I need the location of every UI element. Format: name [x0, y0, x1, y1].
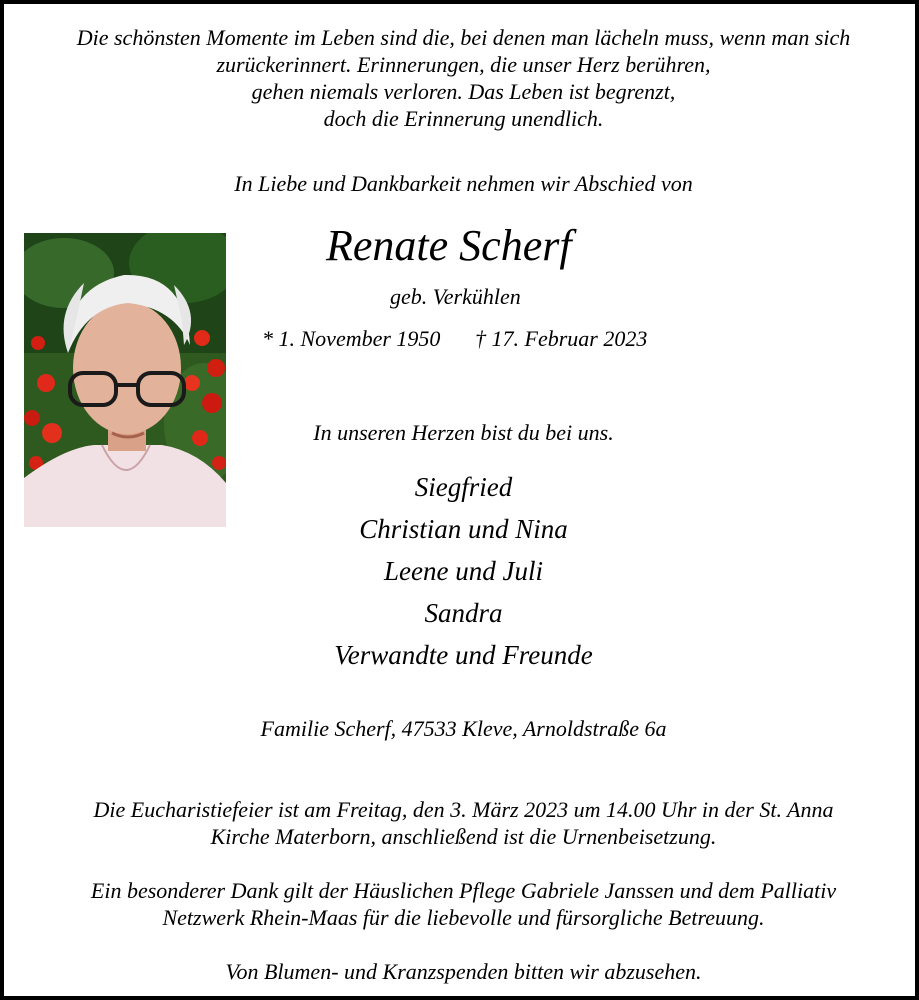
birth-date: * 1. November 1950: [262, 326, 441, 351]
farewell-text: In Liebe und Dankbarkeit nehmen wir Abschied von: [234, 171, 693, 196]
family-address: Familie Scherf, 47533 Kleve, Arnoldstraße 6a: [260, 716, 667, 741]
birth-name: geb. Verkühlen: [390, 284, 521, 309]
heart-text: In unseren Herzen bist du bei uns.: [313, 420, 614, 445]
intro-line-2: zurückerinnert. Erinnerungen, die unser Herz berühren,: [216, 52, 711, 77]
mourner-1: Siegfried: [414, 472, 513, 502]
thanks-line-2: Netzwerk Rhein-Maas für die liebevolle und fürsorgliche Betreuung.: [162, 905, 765, 930]
service-line-1: Die Eucharistiefeier ist am Freitag, den 3. März 2023 um 14.00 Uhr in der St. Anna: [93, 797, 834, 822]
deceased-name: Renate Scherf: [326, 221, 572, 270]
intro-line-3: gehen niemals verloren. Das Leben ist begrenzt,: [251, 79, 676, 104]
intro-line-4: doch die Erinnerung unendlich.: [323, 106, 604, 131]
mourner-3: Leene und Juli: [384, 556, 543, 586]
service-line-2: Kirche Materborn, anschließend ist die Urnenbeisetzung.: [210, 824, 717, 849]
mourner-2: Christian und Nina: [359, 514, 568, 544]
flowers-note: Von Blumen- und Kranzspenden bitten wir abzusehen.: [225, 959, 702, 984]
intro-line-1: Die schönsten Momente im Leben sind die, bei denen man lächeln muss, wenn man sich: [76, 25, 851, 50]
thanks-line-1: Ein besonderer Dank gilt der Häuslichen Pflege Gabriele Janssen und dem Palliativ: [90, 878, 837, 903]
mourner-5: Verwandte und Freunde: [334, 640, 593, 670]
mourner-4: Sandra: [424, 598, 503, 628]
death-date: † 17. Februar 2023: [475, 326, 648, 351]
